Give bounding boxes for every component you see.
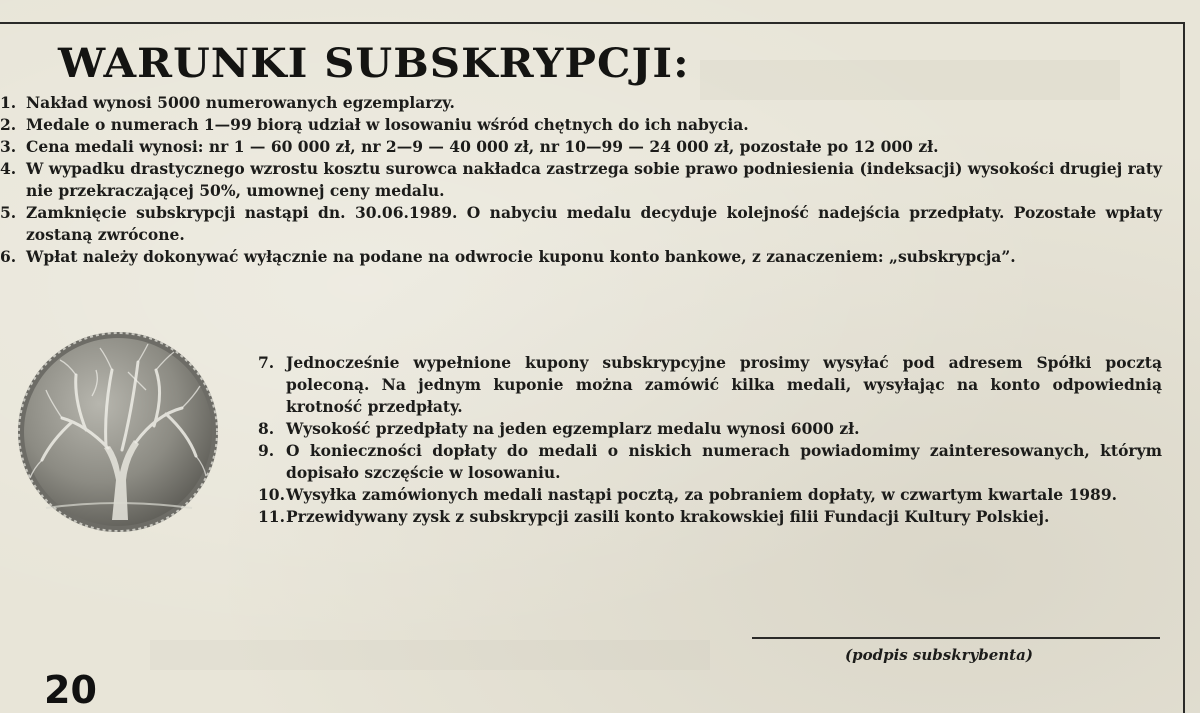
list-item	[258, 352, 1162, 418]
list-item	[258, 440, 1162, 484]
right-rule	[1183, 22, 1185, 713]
item-number: 10.	[258, 485, 285, 504]
list-item	[0, 114, 1162, 136]
list-item	[258, 418, 1162, 440]
page-number: 20	[44, 668, 97, 712]
item-number: 2.	[0, 115, 17, 134]
list-item	[0, 158, 1162, 202]
item-text: W wypadku drastycznego wzrostu kosztu surowca nakładca zastrzega sobie prawo podniesienia (indeksacji) wysokości drugiej raty nie przekraczającej 50%, umownej ceny medalu.	[26, 159, 1162, 200]
item-number: 1.	[0, 93, 17, 112]
conditions-list-top	[0, 92, 1162, 268]
item-number: 11.	[258, 507, 285, 526]
item-text: Wysokość przedpłaty na jeden egzemplarz medalu wynosi 6000 zł.	[286, 419, 860, 438]
list-item	[0, 136, 1162, 158]
item-text: Wysyłka zamówionych medali nastąpi pocztą, za pobraniem dopłaty, w czwartym kwartale 1989.	[286, 485, 1118, 504]
item-text: Zamknięcie subskrypcji nastąpi dn. 30.06.1989. O nabyciu medalu decyduje kolejność nadejścia przedpłaty. Pozostałe wpłaty zostaną zwrócone.	[26, 203, 1162, 244]
item-number: 4.	[0, 159, 17, 178]
item-number: 9.	[258, 441, 275, 460]
item-text: O konieczności dopłaty do medali o niskich numerach powiadomimy zainteresowanych, którym dopisało szczęście w losowaniu.	[286, 441, 1162, 482]
medal-tree-icon	[16, 330, 220, 534]
page-title: WARUNKI SUBSKRYPCJI:	[58, 40, 690, 87]
list-item	[0, 246, 1162, 268]
item-number: 7.	[258, 353, 275, 372]
item-number: 8.	[258, 419, 275, 438]
item-text: Przewidywany zysk z subskrypcji zasili konto krakowskiej filii Fundacji Kultury Polskiej.	[286, 507, 1050, 526]
item-text: Nakład wynosi 5000 numerowanych egzemplarzy.	[26, 93, 455, 112]
item-text: Wpłat należy dokonywać wyłącznie na podane na odwrocie kuponu konto bankowe, z zanaczeniem: „subskrypcja”.	[26, 247, 1016, 266]
signature-label: (podpis subskrybenta)	[845, 646, 1033, 664]
list-item	[0, 202, 1162, 246]
top-rule	[0, 22, 1185, 24]
item-text: Cena medali wynosi: nr 1 — 60 000 zł, nr 2—9 — 40 000 zł, nr 10—99 — 24 000 zł, pozostałe po 12 000 zł.	[26, 137, 939, 156]
list-item	[0, 92, 1162, 114]
bleed-through-block	[150, 640, 710, 670]
item-text: Jednocześnie wypełnione kupony subskrypcyjne prosimy wysyłać pod adresem Spółki pocztą poleconą. Na jednym kuponie można zamówić kilka medali, wysyłając na konto odpowiednią krotność przedpłaty.	[286, 353, 1162, 416]
item-number: 6.	[0, 247, 17, 266]
item-text: Medale o numerach 1—99 biorą udział w losowaniu wśród chętnych do ich nabycia.	[26, 115, 749, 134]
item-number: 3.	[0, 137, 17, 156]
item-number: 5.	[0, 203, 17, 222]
list-item	[258, 484, 1162, 506]
signature-line[interactable]	[752, 637, 1160, 639]
conditions-list-bottom	[258, 352, 1162, 528]
list-item	[258, 506, 1162, 528]
